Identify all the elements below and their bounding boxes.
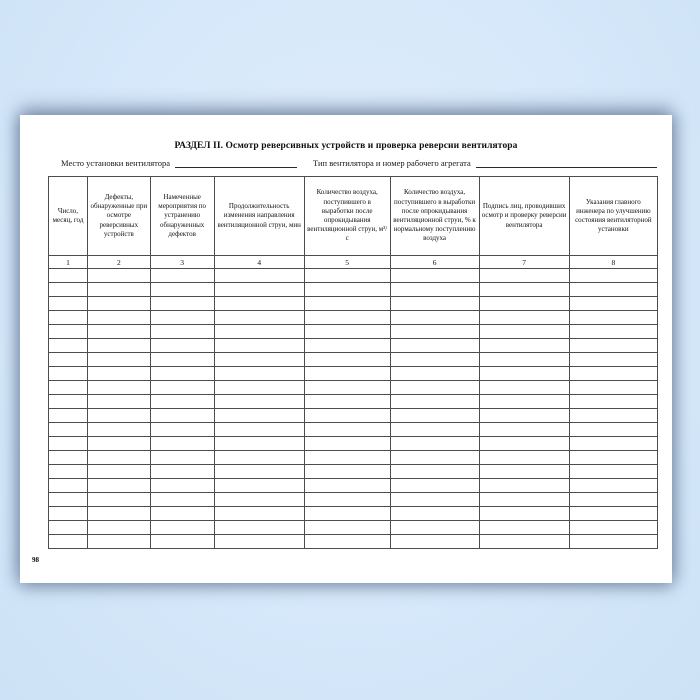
empty-cell — [390, 395, 479, 409]
table-row — [49, 423, 658, 437]
empty-cell — [214, 269, 304, 283]
empty-cell — [479, 311, 569, 325]
empty-cell — [214, 423, 304, 437]
empty-cell — [87, 479, 150, 493]
empty-cell — [214, 465, 304, 479]
empty-cell — [150, 521, 214, 535]
table-row — [49, 451, 658, 465]
empty-cell — [390, 521, 479, 535]
empty-cell — [479, 339, 569, 353]
empty-cell — [49, 521, 88, 535]
empty-cell — [304, 353, 390, 367]
field-fan-location-blank — [175, 158, 297, 168]
empty-cell — [390, 353, 479, 367]
table-row — [49, 325, 658, 339]
col-header-measures: Намеченные мероприятия по устранению обнаруженных дефектов — [150, 177, 214, 256]
table-row — [49, 507, 658, 521]
empty-cell — [479, 507, 569, 521]
empty-cell — [479, 395, 569, 409]
page-number: 98 — [32, 556, 39, 564]
empty-cell — [304, 367, 390, 381]
empty-cell — [87, 423, 150, 437]
empty-cell — [304, 381, 390, 395]
empty-cell — [87, 451, 150, 465]
empty-cell — [390, 535, 479, 549]
table-row — [49, 465, 658, 479]
empty-cell — [150, 339, 214, 353]
empty-cell — [390, 269, 479, 283]
empty-cell — [304, 507, 390, 521]
empty-cell — [214, 479, 304, 493]
empty-cell — [150, 353, 214, 367]
empty-cell — [479, 521, 569, 535]
table-row — [49, 311, 658, 325]
empty-cell — [49, 325, 88, 339]
empty-cell — [569, 437, 657, 451]
col-number-2: 2 — [87, 256, 150, 269]
empty-cell — [214, 521, 304, 535]
empty-cell — [479, 465, 569, 479]
empty-cell — [214, 535, 304, 549]
empty-cell — [479, 451, 569, 465]
empty-cell — [87, 493, 150, 507]
empty-cell — [49, 409, 88, 423]
col-number-1: 1 — [49, 256, 88, 269]
empty-cell — [569, 339, 657, 353]
table-row — [49, 535, 658, 549]
empty-cell — [150, 409, 214, 423]
empty-cell — [390, 339, 479, 353]
col-number-3: 3 — [150, 256, 214, 269]
empty-cell — [214, 507, 304, 521]
empty-cell — [150, 381, 214, 395]
empty-cell — [49, 423, 88, 437]
empty-cell — [304, 535, 390, 549]
empty-cell — [304, 283, 390, 297]
empty-cell — [479, 437, 569, 451]
empty-cell — [87, 409, 150, 423]
empty-cell — [87, 353, 150, 367]
table-row — [49, 521, 658, 535]
empty-cell — [87, 269, 150, 283]
col-header-duration: Продолжительность изменения направления вентиляционной струи, мин — [214, 177, 304, 256]
col-header-defects: Дефекты, обнаруженные при осмотре реверсивных устройств — [87, 177, 150, 256]
col-header-engineer-notes: Указания главного инженера по улучшению состояния вентиляторной установки — [569, 177, 657, 256]
empty-cell — [150, 367, 214, 381]
col-header-air-quantity: Количество воздуха, поступившего в выработки после опрокидывания вентиляционной струи, м³/с — [304, 177, 390, 256]
table-number-row — [49, 256, 658, 269]
empty-cell — [214, 297, 304, 311]
empty-cell — [479, 353, 569, 367]
empty-cell — [49, 493, 88, 507]
empty-cell — [87, 465, 150, 479]
empty-cell — [87, 521, 150, 535]
empty-cell — [304, 325, 390, 339]
empty-cell — [214, 409, 304, 423]
table-row — [49, 353, 658, 367]
table-row — [49, 367, 658, 381]
empty-cell — [479, 479, 569, 493]
table-row — [49, 283, 658, 297]
empty-cell — [87, 381, 150, 395]
empty-cell — [304, 395, 390, 409]
empty-cell — [390, 367, 479, 381]
empty-cell — [150, 283, 214, 297]
empty-cell — [390, 423, 479, 437]
empty-cell — [390, 493, 479, 507]
col-number-6: 6 — [390, 256, 479, 269]
empty-cell — [150, 311, 214, 325]
empty-cell — [569, 493, 657, 507]
empty-cell — [304, 339, 390, 353]
field-fan-location — [61, 158, 297, 168]
empty-cell — [150, 437, 214, 451]
empty-cell — [479, 493, 569, 507]
empty-cell — [214, 367, 304, 381]
empty-cell — [569, 381, 657, 395]
empty-cell — [150, 451, 214, 465]
col-number-8: 8 — [569, 256, 657, 269]
empty-cell — [87, 311, 150, 325]
empty-cell — [390, 465, 479, 479]
empty-cell — [304, 409, 390, 423]
empty-cell — [569, 479, 657, 493]
empty-cell — [569, 311, 657, 325]
empty-cell — [49, 339, 88, 353]
empty-cell — [87, 395, 150, 409]
empty-cell — [49, 451, 88, 465]
empty-cell — [214, 395, 304, 409]
table-row — [49, 479, 658, 493]
empty-cell — [479, 381, 569, 395]
empty-cell — [49, 437, 88, 451]
table-row — [49, 381, 658, 395]
empty-cell — [214, 381, 304, 395]
empty-cell — [390, 437, 479, 451]
empty-cell — [390, 283, 479, 297]
empty-cell — [479, 269, 569, 283]
empty-cell — [569, 325, 657, 339]
empty-cell — [214, 283, 304, 297]
table-row — [49, 297, 658, 311]
fields-row — [61, 158, 657, 168]
empty-cell — [87, 437, 150, 451]
table-row — [49, 437, 658, 451]
empty-cell — [49, 535, 88, 549]
empty-cell — [150, 535, 214, 549]
empty-cell — [87, 507, 150, 521]
table-header-row — [49, 177, 658, 256]
section-title: РАЗДЕЛ II. Осмотр реверсивных устройств и проверка реверсии вентилятора — [174, 141, 518, 151]
empty-cell — [479, 423, 569, 437]
empty-cell — [479, 283, 569, 297]
empty-cell — [150, 395, 214, 409]
empty-cell — [304, 311, 390, 325]
empty-cell — [479, 325, 569, 339]
empty-cell — [569, 409, 657, 423]
empty-cell — [569, 367, 657, 381]
empty-cell — [569, 535, 657, 549]
col-number-5: 5 — [304, 256, 390, 269]
empty-cell — [304, 297, 390, 311]
empty-cell — [214, 339, 304, 353]
empty-cell — [569, 507, 657, 521]
empty-cell — [49, 465, 88, 479]
empty-cell — [569, 423, 657, 437]
empty-cell — [390, 297, 479, 311]
empty-cell — [214, 311, 304, 325]
empty-cell — [569, 297, 657, 311]
empty-cell — [87, 297, 150, 311]
field-fan-type — [313, 158, 657, 168]
empty-cell — [390, 451, 479, 465]
empty-cell — [304, 479, 390, 493]
col-header-date: Число, месяц, год — [49, 177, 88, 256]
empty-cell — [150, 493, 214, 507]
empty-cell — [304, 451, 390, 465]
empty-cell — [49, 269, 88, 283]
empty-cell — [569, 269, 657, 283]
empty-cell — [569, 451, 657, 465]
empty-cell — [390, 409, 479, 423]
empty-cell — [214, 437, 304, 451]
col-header-signature: Подпись лиц, проводивших осмотр и проверку реверсии вентилятора — [479, 177, 569, 256]
empty-cell — [569, 521, 657, 535]
empty-cell — [150, 325, 214, 339]
empty-cell — [49, 479, 88, 493]
empty-cell — [479, 535, 569, 549]
empty-cell — [304, 423, 390, 437]
field-fan-location-label: Место установки вентилятора — [61, 158, 170, 168]
empty-cell — [49, 367, 88, 381]
empty-cell — [569, 283, 657, 297]
empty-cell — [304, 493, 390, 507]
empty-cell — [150, 297, 214, 311]
empty-cell — [569, 465, 657, 479]
field-fan-type-blank — [476, 158, 657, 168]
table-row — [49, 395, 658, 409]
empty-cell — [87, 325, 150, 339]
empty-cell — [49, 283, 88, 297]
col-header-air-percent: Количество воздуха, поступившего в выработки после опрокидывания вентиляционной струи, % к нормальному поступлению воздуха — [390, 177, 479, 256]
col-number-4: 4 — [214, 256, 304, 269]
empty-cell — [304, 437, 390, 451]
empty-cell — [304, 465, 390, 479]
empty-cell — [150, 465, 214, 479]
empty-cell — [87, 535, 150, 549]
empty-cell — [390, 325, 479, 339]
empty-cell — [214, 353, 304, 367]
empty-cell — [390, 311, 479, 325]
empty-cell — [150, 507, 214, 521]
empty-cell — [390, 507, 479, 521]
empty-cell — [49, 297, 88, 311]
empty-cell — [87, 339, 150, 353]
col-number-7: 7 — [479, 256, 569, 269]
empty-cell — [214, 451, 304, 465]
empty-cell — [150, 423, 214, 437]
empty-cell — [49, 381, 88, 395]
table-row — [49, 269, 658, 283]
empty-cell — [479, 297, 569, 311]
empty-cell — [390, 479, 479, 493]
empty-cell — [479, 409, 569, 423]
empty-cell — [569, 353, 657, 367]
empty-cell — [390, 381, 479, 395]
empty-cell — [49, 311, 88, 325]
empty-cell — [150, 269, 214, 283]
empty-cell — [49, 395, 88, 409]
empty-cell — [87, 367, 150, 381]
empty-cell — [214, 493, 304, 507]
table-row — [49, 493, 658, 507]
empty-cell — [304, 521, 390, 535]
empty-cell — [87, 283, 150, 297]
field-fan-type-label: Тип вентилятора и номер рабочего агрегата — [313, 158, 471, 168]
table-row — [49, 409, 658, 423]
empty-cell — [49, 353, 88, 367]
table-row — [49, 339, 658, 353]
empty-cell — [214, 325, 304, 339]
empty-cell — [304, 269, 390, 283]
inspection-table — [48, 176, 658, 549]
empty-cell — [49, 507, 88, 521]
empty-cell — [150, 479, 214, 493]
empty-cell — [479, 367, 569, 381]
empty-cell — [569, 395, 657, 409]
document-page — [20, 115, 672, 583]
